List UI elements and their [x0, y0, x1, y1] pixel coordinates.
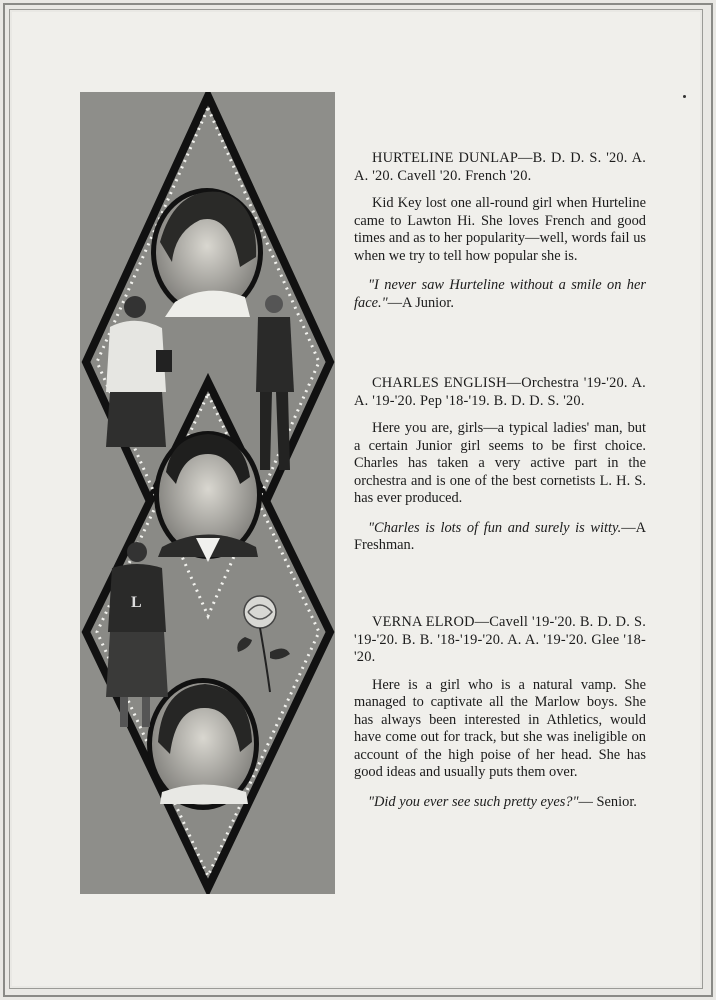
- entry-verna: [354, 614, 646, 811]
- quote-attribution: —A Freshman.: [354, 519, 646, 553]
- entry-quote: [354, 794, 646, 812]
- entry-charles: [354, 375, 646, 555]
- print-speck: [683, 95, 686, 98]
- quote-text: "Did you ever see such pretty eyes?": [368, 793, 579, 810]
- entry-body: Here is a girl who is a natural vamp. She managed to captivate all the Marlow boys. She has always been interested in Athletics, would have come out for track, but she was ineligible on account of the high poise of her head. She has good ideas and usually puts them over.: [354, 676, 646, 780]
- entry-heading: HURTELINE DUNLAP—B. D. D. S. '20. A. A. '20. Cavell '20. French '20.: [354, 150, 646, 184]
- portrait-verna: [147, 678, 259, 810]
- entry-body: Here you are, girls—a typical ladies' man, but a certain Junior girl seems to be first choice. Charles has taken a very active part in the orchestra and is one of the best cornetists L. H. S. has ever produced.: [354, 420, 646, 506]
- entry-hurteline: [354, 150, 646, 312]
- entry-heading: CHARLES ENGLISH—Orchestra '19-'20. A. A. '19-'20. Pep '18-'19. B. D. D. S. '20.: [354, 375, 646, 409]
- entry-quote: [354, 277, 646, 312]
- entry-body: Kid Key lost one all-round girl when Hurteline came to Lawton Hi. She loves French and good times and as to her popularity—well, words fail us when we try to tell how popular she is.: [354, 195, 646, 264]
- entry-quote: [354, 520, 646, 555]
- quote-text: "I never saw Hurteline without a smile on her face.": [354, 277, 646, 311]
- quote-text: "Charles is lots of fun and surely is witty.: [368, 519, 622, 536]
- collage-artwork: [80, 92, 335, 894]
- portrait-hurteline: [151, 188, 263, 317]
- quote-attribution: —A Junior.: [387, 294, 454, 311]
- photo-collage: [80, 92, 335, 894]
- sweater-letter: L: [131, 594, 142, 611]
- quote-attribution: — Senior.: [578, 793, 637, 810]
- entry-heading: VERNA ELROD—Cavell '19-'20. B. D. D. S. '19-'20. B. B. '18-'19-'20. A. A. '19-'20. Glee '18-'20.: [354, 614, 646, 665]
